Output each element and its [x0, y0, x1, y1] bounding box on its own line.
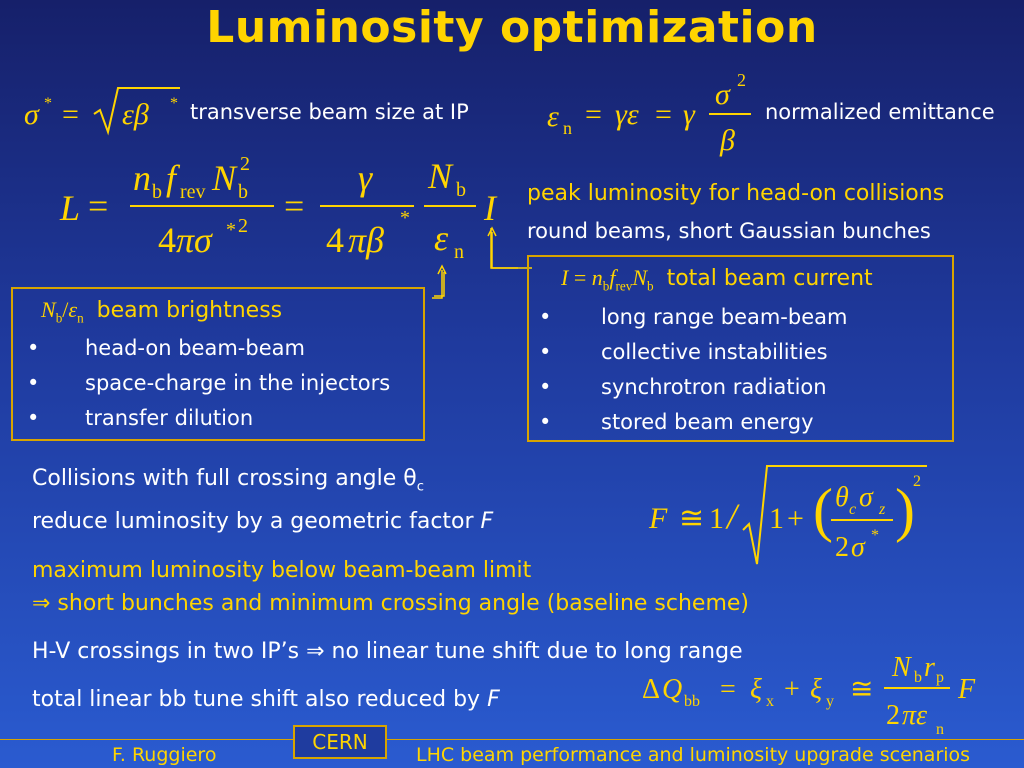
svg-text:Q: Q [662, 674, 683, 705]
svg-text:2: 2 [835, 532, 849, 563]
svg-text:(: ( [813, 477, 833, 543]
page-title: Luminosity optimization [206, 2, 818, 53]
svg-text:Δ: Δ [642, 674, 661, 705]
short-bunches-text: ⇒ short bunches and minimum crossing angle (baseline scheme) [32, 591, 750, 616]
svg-text:z: z [879, 501, 886, 518]
svg-text:2: 2 [737, 70, 746, 90]
brightness-formula: $N_b/\varepsilon_n$ [41, 297, 84, 326]
svg-text:≅: ≅ [850, 674, 874, 705]
svg-text:F: F [958, 674, 976, 705]
svg-text:*: * [226, 219, 236, 241]
list-item: • space-charge in the injectors [27, 371, 391, 395]
crossing-angle-text: Collisions with full crossing angle $\theta_c$ [32, 466, 424, 495]
beam-brightness-box [11, 287, 425, 441]
equation-normalized-emittance [545, 66, 755, 162]
peak-luminosity-text: peak luminosity for head-on collisions [527, 181, 945, 206]
brightness-list [13, 331, 390, 436]
svg-text:y: y [826, 693, 834, 710]
svg-text:bb: bb [684, 693, 700, 710]
svg-text:/: / [727, 496, 738, 536]
svg-text:n: n [133, 158, 151, 198]
svg-text:≅: ≅ [679, 502, 705, 535]
svg-text:*: * [400, 207, 410, 229]
svg-text:=: = [88, 186, 109, 226]
svg-text:ξ: ξ [750, 674, 762, 705]
svg-text:εβ: εβ [122, 98, 149, 131]
equation-geometric-factor [645, 460, 935, 570]
svg-text:ξ: ξ [810, 674, 822, 705]
svg-text:4: 4 [326, 220, 344, 260]
svg-text:4: 4 [158, 220, 176, 260]
svg-text:=: = [720, 674, 736, 705]
svg-text:2: 2 [238, 215, 248, 237]
svg-text:N: N [212, 158, 237, 198]
svg-text:r: r [924, 652, 935, 683]
svg-text:2: 2 [913, 473, 921, 490]
current-formula: $I = n_bf_{rev}N_b$ [561, 265, 654, 294]
tune-shift-text: total linear bb tune shift also reduced by F [32, 687, 500, 712]
svg-text:*: * [44, 95, 52, 112]
svg-text:σ: σ [859, 482, 873, 513]
svg-text:1: 1 [769, 502, 784, 535]
svg-text:n: n [454, 241, 464, 263]
svg-text:β: β [720, 124, 735, 157]
svg-text:x: x [766, 693, 774, 710]
svg-text:N: N [428, 156, 453, 196]
svg-text:ε: ε [547, 100, 559, 133]
svg-text:b: b [456, 179, 466, 201]
footer-author: F. Ruggiero [112, 744, 217, 766]
beam-beam-limit-text: maximum luminosity below beam-beam limit [32, 558, 532, 583]
brightness-label: beam brightness [96, 298, 283, 323]
footer-badge: CERN [293, 725, 387, 759]
svg-text:σ: σ [24, 98, 39, 131]
connector-lines [428, 220, 538, 304]
svg-text:+: + [787, 502, 804, 535]
geometric-factor-text: reduce luminosity by a geometric factor F [32, 509, 494, 534]
emittance-desc: normalized emittance [765, 100, 995, 124]
svg-text:=: = [284, 186, 305, 226]
svg-text:n: n [936, 721, 944, 738]
current-label: total beam current [666, 266, 873, 291]
beam-brightness-heading [41, 297, 282, 326]
svg-text:b: b [914, 669, 922, 686]
hv-crossings-text: H-V crossings in two IP’s ⇒ no linear tune shift due to long range [32, 639, 743, 664]
list-item: • long range beam-beam [539, 305, 848, 329]
svg-text:θ: θ [835, 482, 849, 513]
svg-text:πσ: πσ [176, 220, 212, 260]
svg-text:=: = [62, 98, 79, 131]
svg-text:=: = [655, 98, 672, 131]
equation-beam-size [22, 82, 182, 138]
svg-text:b: b [152, 181, 162, 203]
svg-text:N: N [892, 652, 911, 683]
svg-text:n: n [563, 118, 572, 138]
beam-current-heading [561, 265, 873, 294]
svg-text:γ: γ [683, 98, 695, 131]
list-item: • stored beam energy [539, 410, 814, 434]
svg-text:πβ: πβ [348, 220, 384, 260]
svg-text:I: I [484, 188, 496, 228]
svg-text:+: + [784, 674, 800, 705]
svg-text:L: L [60, 188, 81, 228]
svg-text:γε: γε [615, 98, 639, 131]
footer-talk-title: LHC beam performance and luminosity upgrade scenarios [416, 744, 971, 766]
list-item: • transfer dilution [27, 406, 254, 430]
svg-text:2: 2 [240, 153, 250, 175]
list-item: • collective instabilities [539, 340, 828, 364]
svg-text:γ: γ [358, 158, 373, 198]
svg-text:rev: rev [180, 181, 206, 203]
svg-text:F: F [649, 502, 668, 535]
beam-current-box [527, 255, 954, 442]
footer-divider [0, 739, 1024, 740]
svg-text:f: f [166, 158, 177, 198]
equation-tune-shift [640, 646, 990, 738]
current-list [529, 300, 847, 440]
round-beams-text: round beams, short Gaussian bunches [527, 219, 931, 243]
svg-text:=: = [585, 98, 602, 131]
svg-text:ε: ε [434, 218, 449, 258]
beam-size-desc: transverse beam size at IP [190, 100, 469, 124]
svg-text:1: 1 [709, 502, 724, 535]
svg-text:b: b [238, 181, 248, 203]
svg-text:*: * [871, 527, 879, 544]
svg-text:σ: σ [851, 532, 865, 563]
svg-text:c: c [849, 501, 857, 518]
svg-text:p: p [936, 669, 944, 686]
svg-text:): ) [895, 477, 915, 543]
svg-text:πε: πε [902, 700, 928, 731]
svg-text:σ: σ [715, 78, 730, 111]
list-item: • head-on beam-beam [27, 336, 305, 360]
list-item: • synchrotron radiation [539, 375, 827, 399]
svg-text:2: 2 [886, 700, 900, 731]
svg-text:*: * [170, 95, 178, 112]
